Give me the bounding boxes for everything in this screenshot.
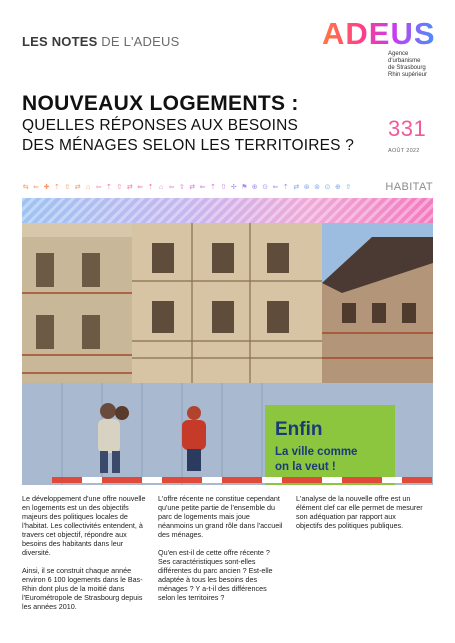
pictogram-icon: ⇧ — [178, 184, 185, 191]
intro-column-3 — [296, 494, 424, 539]
pictogram-icon: ⊙ — [324, 184, 331, 191]
pictogram-row — [22, 183, 352, 193]
pictogram-icon: ⇧ — [116, 184, 123, 191]
logo-tagline-line: de Strasbourg — [388, 65, 426, 71]
logo-tagline-line: Rhin supérieur — [388, 72, 428, 78]
pictogram-icon: ⇐ — [272, 184, 279, 191]
pictogram-icon: ⇡ — [106, 184, 112, 191]
pictogram-icon: ⇐ — [137, 184, 144, 191]
paragraph: Qu'en est-il de cette offre récente ? Ses caractéristiques sont-elles différentes du parc ancien ? Est-elle adaptée à tous les besoins des ménages ? Y a-t-il des différences selon les territoires ? — [158, 548, 273, 602]
pictogram-icon: ⇧ — [345, 184, 352, 191]
pictogram-icon: ⇄ — [293, 184, 300, 191]
paragraph: L'analyse de la nouvelle offre est un élément clef car elle permet de mesurer son adéquation par rapport aux objectifs des politiques publiques. — [296, 494, 423, 530]
pictogram-icon: ⊚ — [314, 184, 321, 191]
cover-photo — [22, 223, 433, 485]
pictogram-icon: ⇦ — [95, 184, 102, 191]
pictogram-icon: ⇆ — [22, 184, 29, 191]
document-title — [22, 92, 382, 156]
logo-tagline-line: Agence — [388, 51, 409, 57]
title-main: NOUVEAUX LOGEMENTS : — [22, 92, 299, 115]
logo-tagline — [388, 51, 448, 79]
logo-wordmark: ADEUS — [322, 16, 436, 51]
issue-date: AOÛT 2022 — [388, 148, 420, 154]
pictogram-icon: ⇄ — [189, 184, 196, 191]
sign-text-line-1: Enfin — [275, 419, 323, 440]
pictogram-icon: ✚ — [43, 184, 50, 191]
sign-text-line-2: La ville comme — [275, 446, 358, 458]
logo-tagline-line: d'urbanisme — [388, 58, 421, 64]
pictogram-icon: ⇄ — [126, 184, 133, 191]
pictogram-icon: ⇧ — [220, 184, 227, 191]
series-title — [22, 34, 179, 49]
pictogram-icon: ⌂ — [86, 184, 91, 191]
pictogram-icon: ⇐ — [33, 184, 40, 191]
intro-column-1 — [22, 494, 147, 620]
title-sub-line-1: QUELLES RÉPONSES AUX BESOINS — [22, 117, 299, 134]
paragraph: Le développement d'une offre nouvelle en logements est un des objectifs majeurs des politiques locales de l'habitat. Les collectivités entendent, à travers cet objectif, répondre aux besoins des habitants dans leur diversité. — [22, 494, 146, 557]
pictogram-icon: ⚑ — [241, 184, 248, 191]
pictogram-icon: ⇄ — [74, 184, 81, 191]
pictogram-icon: ⇐ — [199, 184, 206, 191]
series-title-light: DE L'ADEUS — [97, 34, 180, 49]
pictogram-icon: ⇡ — [210, 184, 216, 191]
series-title-strong: LES NOTES — [22, 34, 98, 49]
paragraph: Ainsi, il se construit chaque année environ 6 100 logements dans le Bas-Rhin dont plus de la moitié dans l'Eurométropole de Strasbourg depuis les années 2010. — [22, 566, 143, 611]
pictogram-icon: ⇦ — [168, 184, 175, 191]
pictogram-icon: ⌂ — [158, 184, 164, 191]
paragraph: L'offre récente ne constitue cependant qu'une petite partie de l'ensemble du parc de logements mais joue néanmoins un grand rôle dans l'accueil des ménages. — [158, 494, 283, 539]
pictogram-icon: ⊕ — [251, 184, 258, 191]
intro-column-2 — [158, 494, 283, 611]
pictogram-icon: ⊙ — [262, 184, 268, 191]
pictogram-icon: ⇡ — [147, 184, 154, 191]
rubric-label: HABITAT — [385, 181, 433, 193]
pictogram-icon: ⇡ — [53, 184, 60, 191]
pictogram-icon: ✢ — [230, 184, 237, 191]
issue-number: 331 — [388, 116, 427, 141]
pictogram-icon: ⇡ — [282, 184, 289, 191]
adeus-logo — [322, 16, 436, 78]
title-sub-line-2: DES MÉNAGES SELON LES TERRITOIRES ? — [22, 137, 355, 154]
pictogram-icon: ⊕ — [334, 184, 341, 191]
sign-text-line-3: on la veut ! — [275, 461, 336, 473]
pictogram-icon: ⇧ — [64, 184, 71, 191]
construction-site-illustration — [22, 223, 433, 485]
decorative-gradient-band — [22, 198, 433, 223]
pictogram-icon: ⊛ — [303, 184, 310, 191]
